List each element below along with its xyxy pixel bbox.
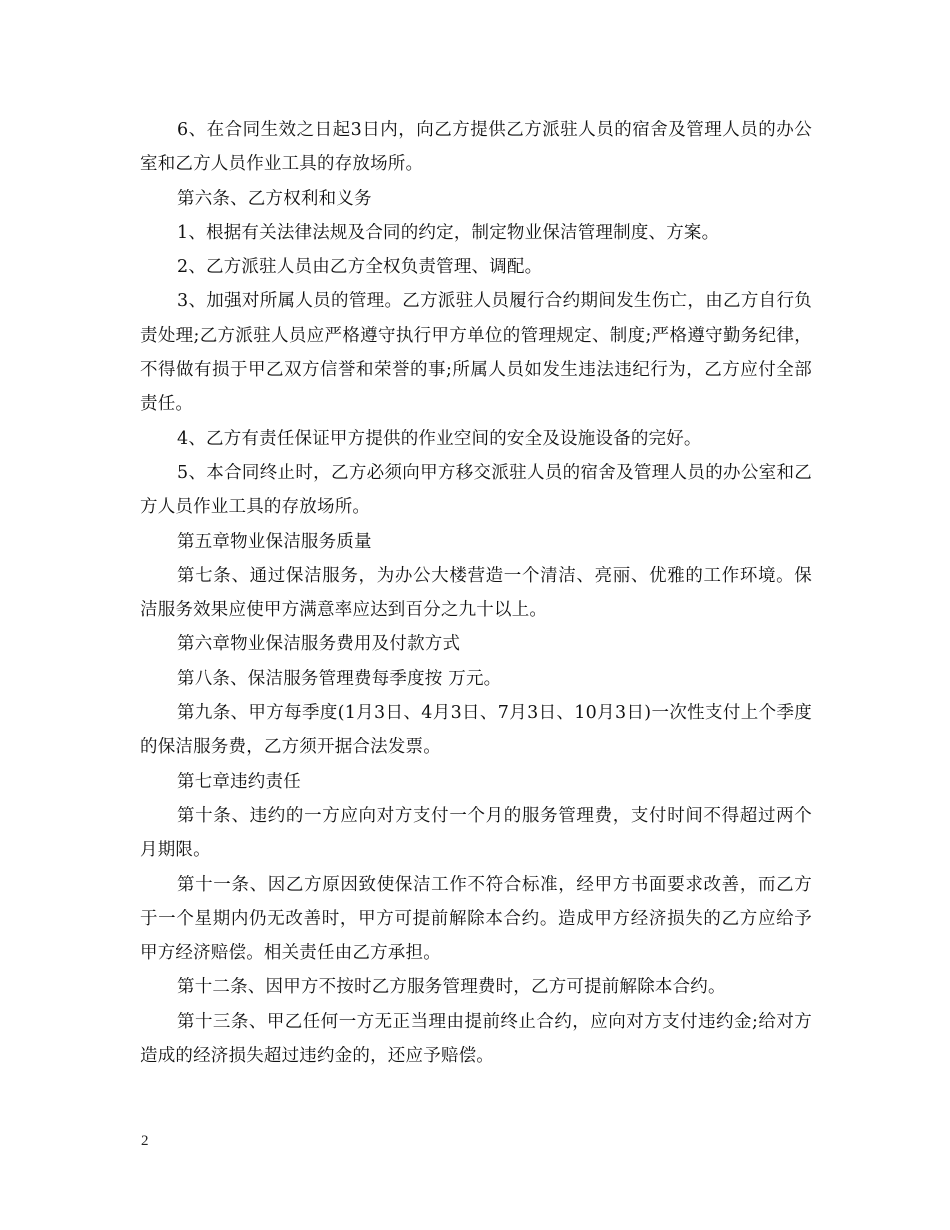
heading-article-6: 第六条、乙方权利和义务 bbox=[177, 188, 372, 209]
paragraph-clause-6: 6、在合同生效之日起3日内，向乙方提供乙方派驻人员的宿舍及管理人员的办公室和乙方人员作业工具的存放场所。 bbox=[140, 120, 812, 175]
paragraph-article-10: 第十条、违约的一方应向对方支付一个月的服务管理费，支付时间不得超过两个月期限。 bbox=[140, 805, 812, 861]
paragraph-item-5: 5、本合同终止时，乙方必须向甲方移交派驻人员的宿舍及管理人员的办公室和乙方人员作业工具的存放场所。 bbox=[140, 462, 812, 518]
paragraph-article-7: 第七条、通过保洁服务，为办公大楼营造一个清洁、亮丽、优雅的工作环境。保洁服务效果应使甲方满意率应达到百分之九十以上。 bbox=[140, 565, 812, 621]
paragraph-item-4: 4、乙方有责任保证甲方提供的作业空间的安全及设施设备的完好。 bbox=[177, 428, 702, 449]
document-body bbox=[140, 113, 812, 1073]
paragraph-article-11: 第十一条、因乙方原因致使保洁工作不符合标准，经甲方书面要求改善，而乙方于一个星期内仍无改善时，甲方可提前解除本合约。造成甲方经济损失的乙方应给予甲方经济赔偿。相关责任由乙方承担。 bbox=[140, 874, 812, 964]
paragraph-article-8: 第八条、保洁服务管理费每季度按 万元。 bbox=[177, 668, 502, 689]
heading-chapter-5: 第五章物业保洁服务质量 bbox=[177, 531, 372, 552]
paragraph-article-12: 第十二条、因甲方不按时乙方服务管理费时，乙方可提前解除本合约。 bbox=[177, 977, 726, 998]
paragraph-article-9: 第九条、甲方每季度(1月3日、4月3日、7月3日、10月3日)一次性支付上个季度的保洁服务费，乙方须开据合法发票。 bbox=[140, 703, 812, 758]
paragraph-item-2: 2、乙方派驻人员由乙方全权负责管理、调配。 bbox=[177, 257, 543, 278]
page-number: 2 bbox=[141, 1133, 149, 1149]
paragraph-item-3: 3、加强对所属人员的管理。乙方派驻人员履行合约期间发生伤亡，由乙方自行负责处理;乙方派驻人员应严格遵守执行甲方单位的管理规定、制度;严格遵守勤务纪律，不得做有损于甲乙双方信誉和荣誉的事;所属人员如发生违法违纪行为，乙方应付全部责任。 bbox=[140, 291, 812, 415]
paragraph-item-1: 1、根据有关法律法规及合同的约定，制定物业保洁管理制度、方案。 bbox=[177, 222, 720, 243]
heading-chapter-7: 第七章违约责任 bbox=[177, 771, 301, 792]
heading-chapter-6: 第六章物业保洁服务费用及付款方式 bbox=[177, 634, 461, 655]
paragraph-article-13: 第十三条、甲乙任何一方无正当理由提前终止合约，应向对方支付违约金;给对方造成的经济损失超过违约金的，还应予赔偿。 bbox=[140, 1011, 812, 1067]
